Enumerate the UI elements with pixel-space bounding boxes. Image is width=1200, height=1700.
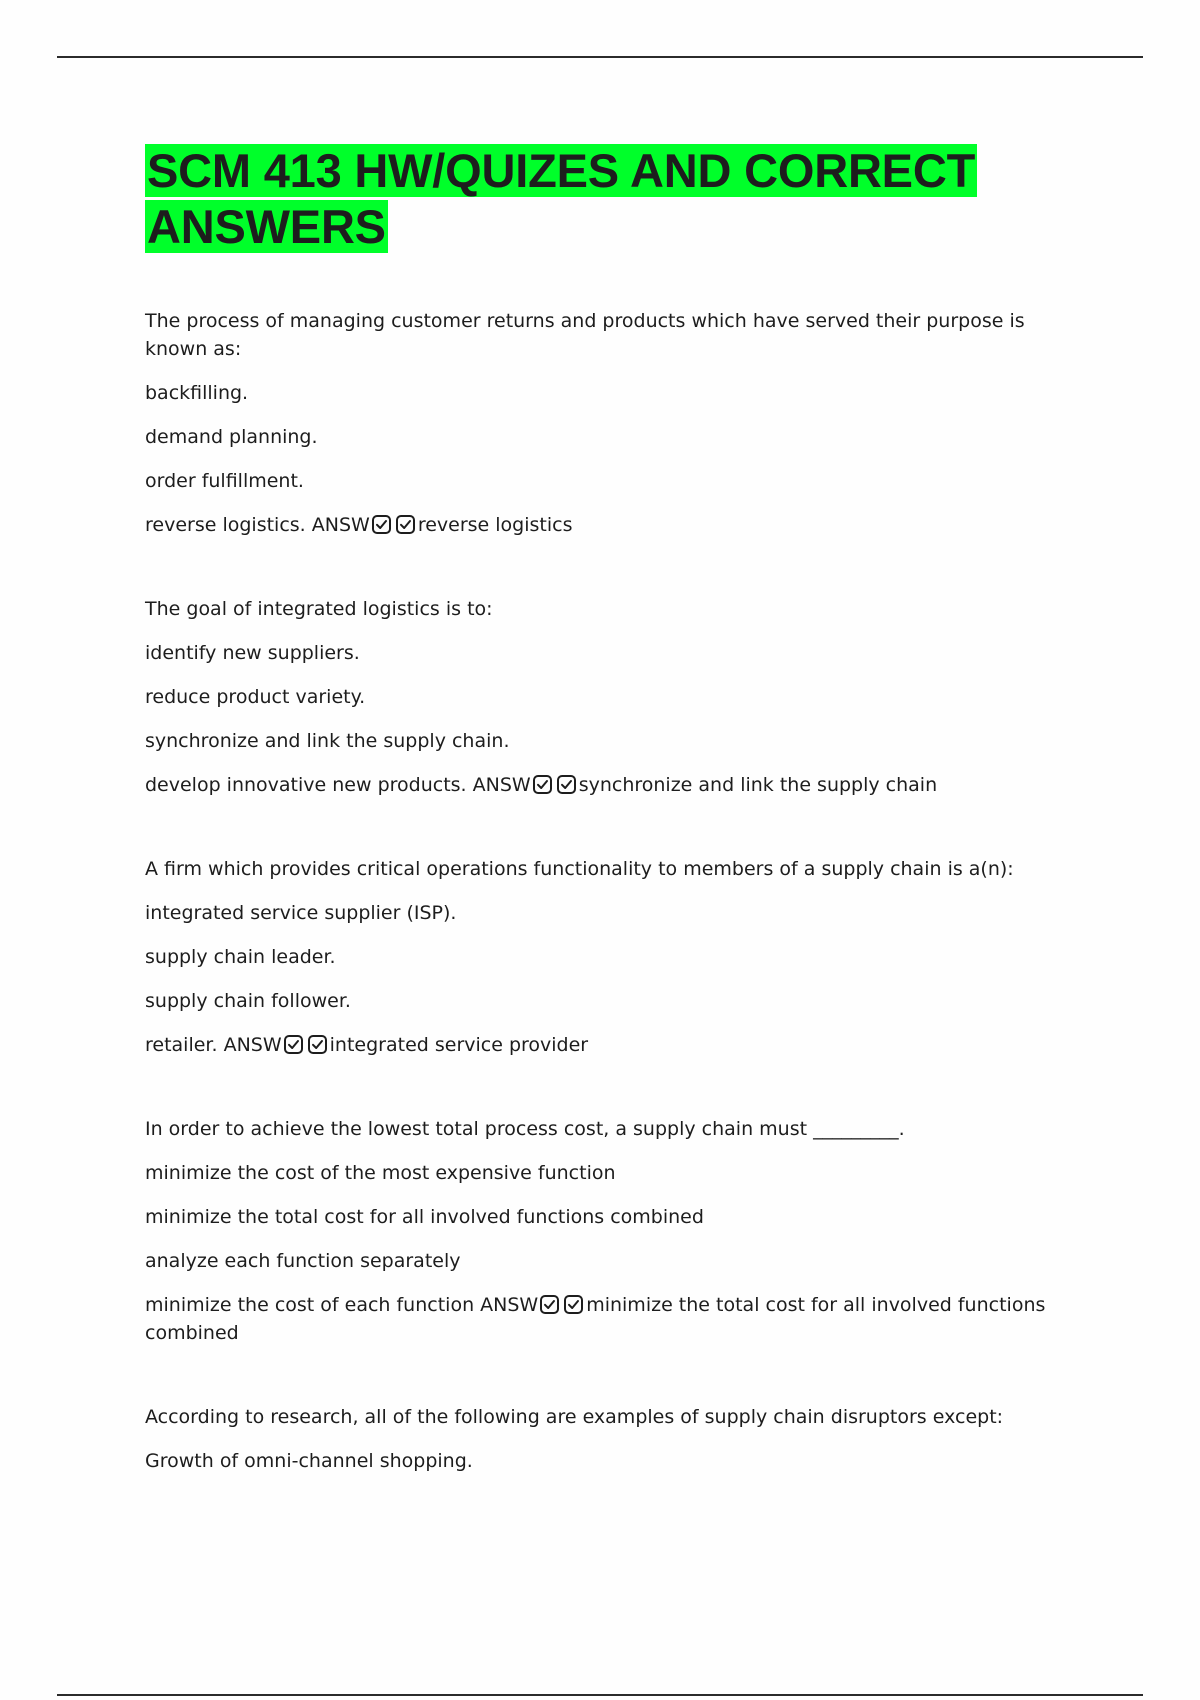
checkbox-icon: [533, 775, 552, 794]
option-item: supply chain follower.: [145, 990, 351, 1012]
option-item: order fulfillment.: [145, 470, 304, 492]
last-option-text: develop innovative new products. ANSW: [145, 774, 531, 796]
document-title: [145, 143, 1025, 255]
option-item: backfilling.: [145, 382, 249, 404]
option-item: identify new suppliers.: [145, 642, 360, 664]
option-item: demand planning.: [145, 426, 318, 448]
last-option-text: minimize the cost of each function ANSW: [145, 1294, 539, 1316]
question-text: In order to achieve the lowest total process cost, a supply chain must _________.: [145, 1118, 905, 1140]
option-item: minimize the total cost for all involved functions combined: [145, 1206, 704, 1228]
option-item: supply chain leader.: [145, 946, 336, 968]
question-block: [145, 1115, 1055, 1347]
answer-text: integrated service provider: [329, 1034, 589, 1056]
option-item: integrated service supplier (ISP).: [145, 902, 457, 924]
title-highlight: SCM 413 HW/QUIZES AND CORRECT ANSWERS: [147, 144, 976, 253]
answer-text: minimize the total cost for all involved functions combined: [145, 1294, 1046, 1344]
question-block: [145, 1403, 1055, 1475]
option-item: Growth of omni-channel shopping.: [145, 1450, 473, 1472]
checkbox-icon: [372, 515, 391, 534]
answer-line: [145, 771, 1055, 799]
option-item: synchronize and link the supply chain.: [145, 730, 510, 752]
checkbox-icon: [396, 515, 415, 534]
checkbox-icon: [557, 775, 576, 794]
answer-line: [145, 1031, 1055, 1059]
question-block: [145, 855, 1055, 1059]
answer-line: [145, 511, 1055, 539]
footer-rule: [57, 1694, 1143, 1696]
question-text: The goal of integrated logistics is to:: [145, 598, 493, 620]
question-block: [145, 595, 1055, 799]
last-option-text: reverse logistics. ANSW: [145, 514, 370, 536]
checkbox-icon: [308, 1035, 327, 1054]
question-text: A firm which provides critical operations functionality to members of a supply chain is a(n):: [145, 858, 1014, 880]
answer-line: [145, 1291, 1055, 1347]
question-text: The process of managing customer returns and products which have served their purpose is known as:: [145, 310, 1025, 360]
answer-text: reverse logistics: [417, 514, 573, 536]
checkbox-icon: [284, 1035, 303, 1054]
checkbox-icon: [540, 1295, 559, 1314]
document-content: [145, 143, 1055, 1531]
option-item: reduce product variety.: [145, 686, 366, 708]
header-rule: [57, 56, 1143, 58]
answer-text: synchronize and link the supply chain: [578, 774, 938, 796]
question-text: According to research, all of the following are examples of supply chain disruptors except:: [145, 1406, 1004, 1428]
option-item: analyze each function separately: [145, 1250, 461, 1272]
question-block: [145, 307, 1055, 539]
last-option-text: retailer. ANSW: [145, 1034, 282, 1056]
option-item: minimize the cost of the most expensive function: [145, 1162, 616, 1184]
checkbox-icon: [564, 1295, 583, 1314]
